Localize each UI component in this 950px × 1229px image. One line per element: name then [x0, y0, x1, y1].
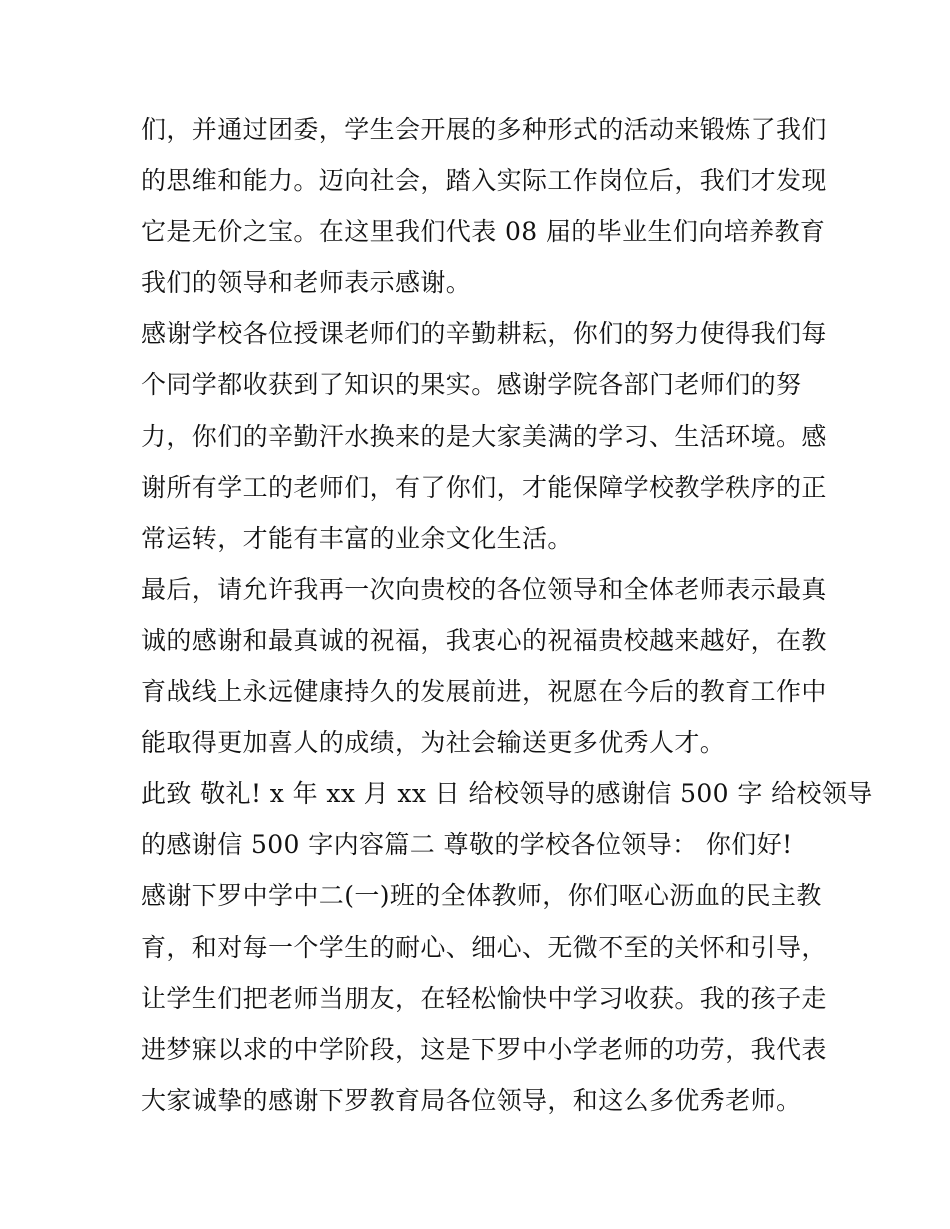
text-line: 最后，请允许我再一次向贵校的各位领导和全体老师表示最真: [141, 574, 827, 604]
text-line: 们，并通过团委，学生会开展的多种形式的活动来锻炼了我们: [141, 115, 827, 144]
text-line: 感谢学校各位授课老师们的辛勤耕耘，你们的努力使得我们每: [141, 319, 827, 349]
text-line: 它是无价之宝。在这里我们代表 08 届的毕业生们向培养教育: [141, 217, 826, 247]
text-line: 进梦寐以求的中学阶段，这是下罗中小学老师的功劳，我代表: [141, 1034, 827, 1064]
text-line: 育，和对每一个学生的耐心、细心、无微不至的关怀和引导，: [141, 932, 827, 962]
text-line: 谢所有学工的老师们，有了你们，才能保障学校教学秩序的正: [141, 472, 827, 502]
text-line: 诚的感谢和最真诚的祝福，我衷心的祝福贵校越来越好，在教: [141, 625, 827, 655]
text-line: 育战线上永远健康持久的发展前进，祝愿在今后的教育工作中: [141, 677, 827, 707]
text-line: 此致 敬礼! x 年 xx 月 xx 日 给校领导的感谢信 500 字 给校领导: [141, 779, 873, 809]
body-text: [141, 109, 873, 1131]
text-line: 的感谢信 500 字内容篇二 尊敬的学校各位领导： 你们好!: [141, 830, 793, 860]
text-line: 我们的领导和老师表示感谢。: [141, 268, 472, 298]
text-line: 感谢下罗中学中二(一)班的全体教师，你们呕心沥血的民主教: [141, 881, 822, 911]
text-line: 让学生们把老师当朋友，在轻松愉快中学习收获。我的孩子走: [141, 983, 827, 1013]
text-line: 常运转，才能有丰富的业余文化生活。: [141, 523, 573, 553]
text-line: 力，你们的辛勤汗水换来的是大家美满的学习、生活环境。感: [141, 421, 827, 451]
text-line: 大家诚挚的感谢下罗教育局各位领导，和这么多优秀老师。: [141, 1085, 802, 1115]
text-line: 的思维和能力。迈向社会，踏入实际工作岗位后，我们才发现: [141, 166, 827, 196]
text-line: 能取得更加喜人的成绩，为社会输送更多优秀人才。: [141, 728, 726, 758]
text-line: 个同学都收获到了知识的果实。感谢学院各部门老师们的努: [141, 370, 802, 400]
